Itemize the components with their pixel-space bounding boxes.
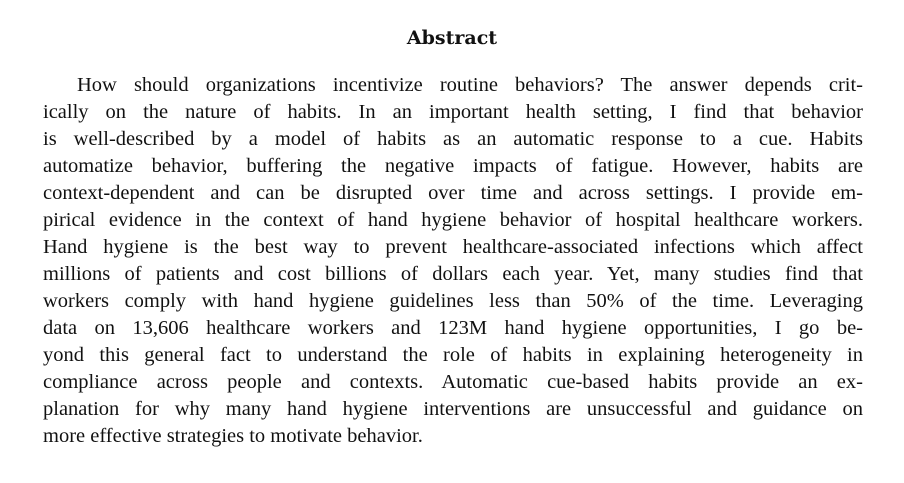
abstract-line: planation for why many hand hygiene interventions are unsuccessful and guidance on (43, 398, 863, 420)
abstract-line: yond this general fact to understand the role of habits in explaining heterogeneity in (43, 344, 863, 366)
abstract-line: context-dependent and can be disrupted over time and across settings. I provide em- (43, 182, 863, 204)
abstract-line: pirical evidence in the context of hand hygiene behavior of hospital healthcare workers. (43, 209, 863, 231)
abstract-heading: Abstract (406, 27, 498, 49)
abstract-line: millions of patients and cost billions of dollars each year. Yet, many studies find that (43, 263, 863, 285)
abstract-line: automatize behavior, buffering the negative impacts of fatigue. However, habits are (43, 155, 863, 177)
abstract-line: ically on the nature of habits. In an important health setting, I find that behavior (43, 101, 863, 123)
abstract-paragraph (43, 72, 863, 450)
abstract-line: Hand hygiene is the best way to prevent healthcare-associated infections which affect (43, 236, 863, 258)
abstract-line: compliance across people and contexts. Automatic cue-based habits provide an ex- (43, 371, 863, 393)
abstract-line: How should organizations incentivize routine behaviors? The answer depends crit- (77, 74, 863, 96)
abstract-line: workers comply with hand hygiene guidelines less than 50% of the time. Leveraging (43, 290, 863, 312)
abstract-line: more effective strategies to motivate behavior. (43, 425, 423, 447)
abstract-line: data on 13,606 healthcare workers and 123M hand hygiene opportunities, I go be- (43, 317, 863, 339)
abstract-line: is well-described by a model of habits as an automatic response to a cue. Habits (43, 128, 863, 150)
